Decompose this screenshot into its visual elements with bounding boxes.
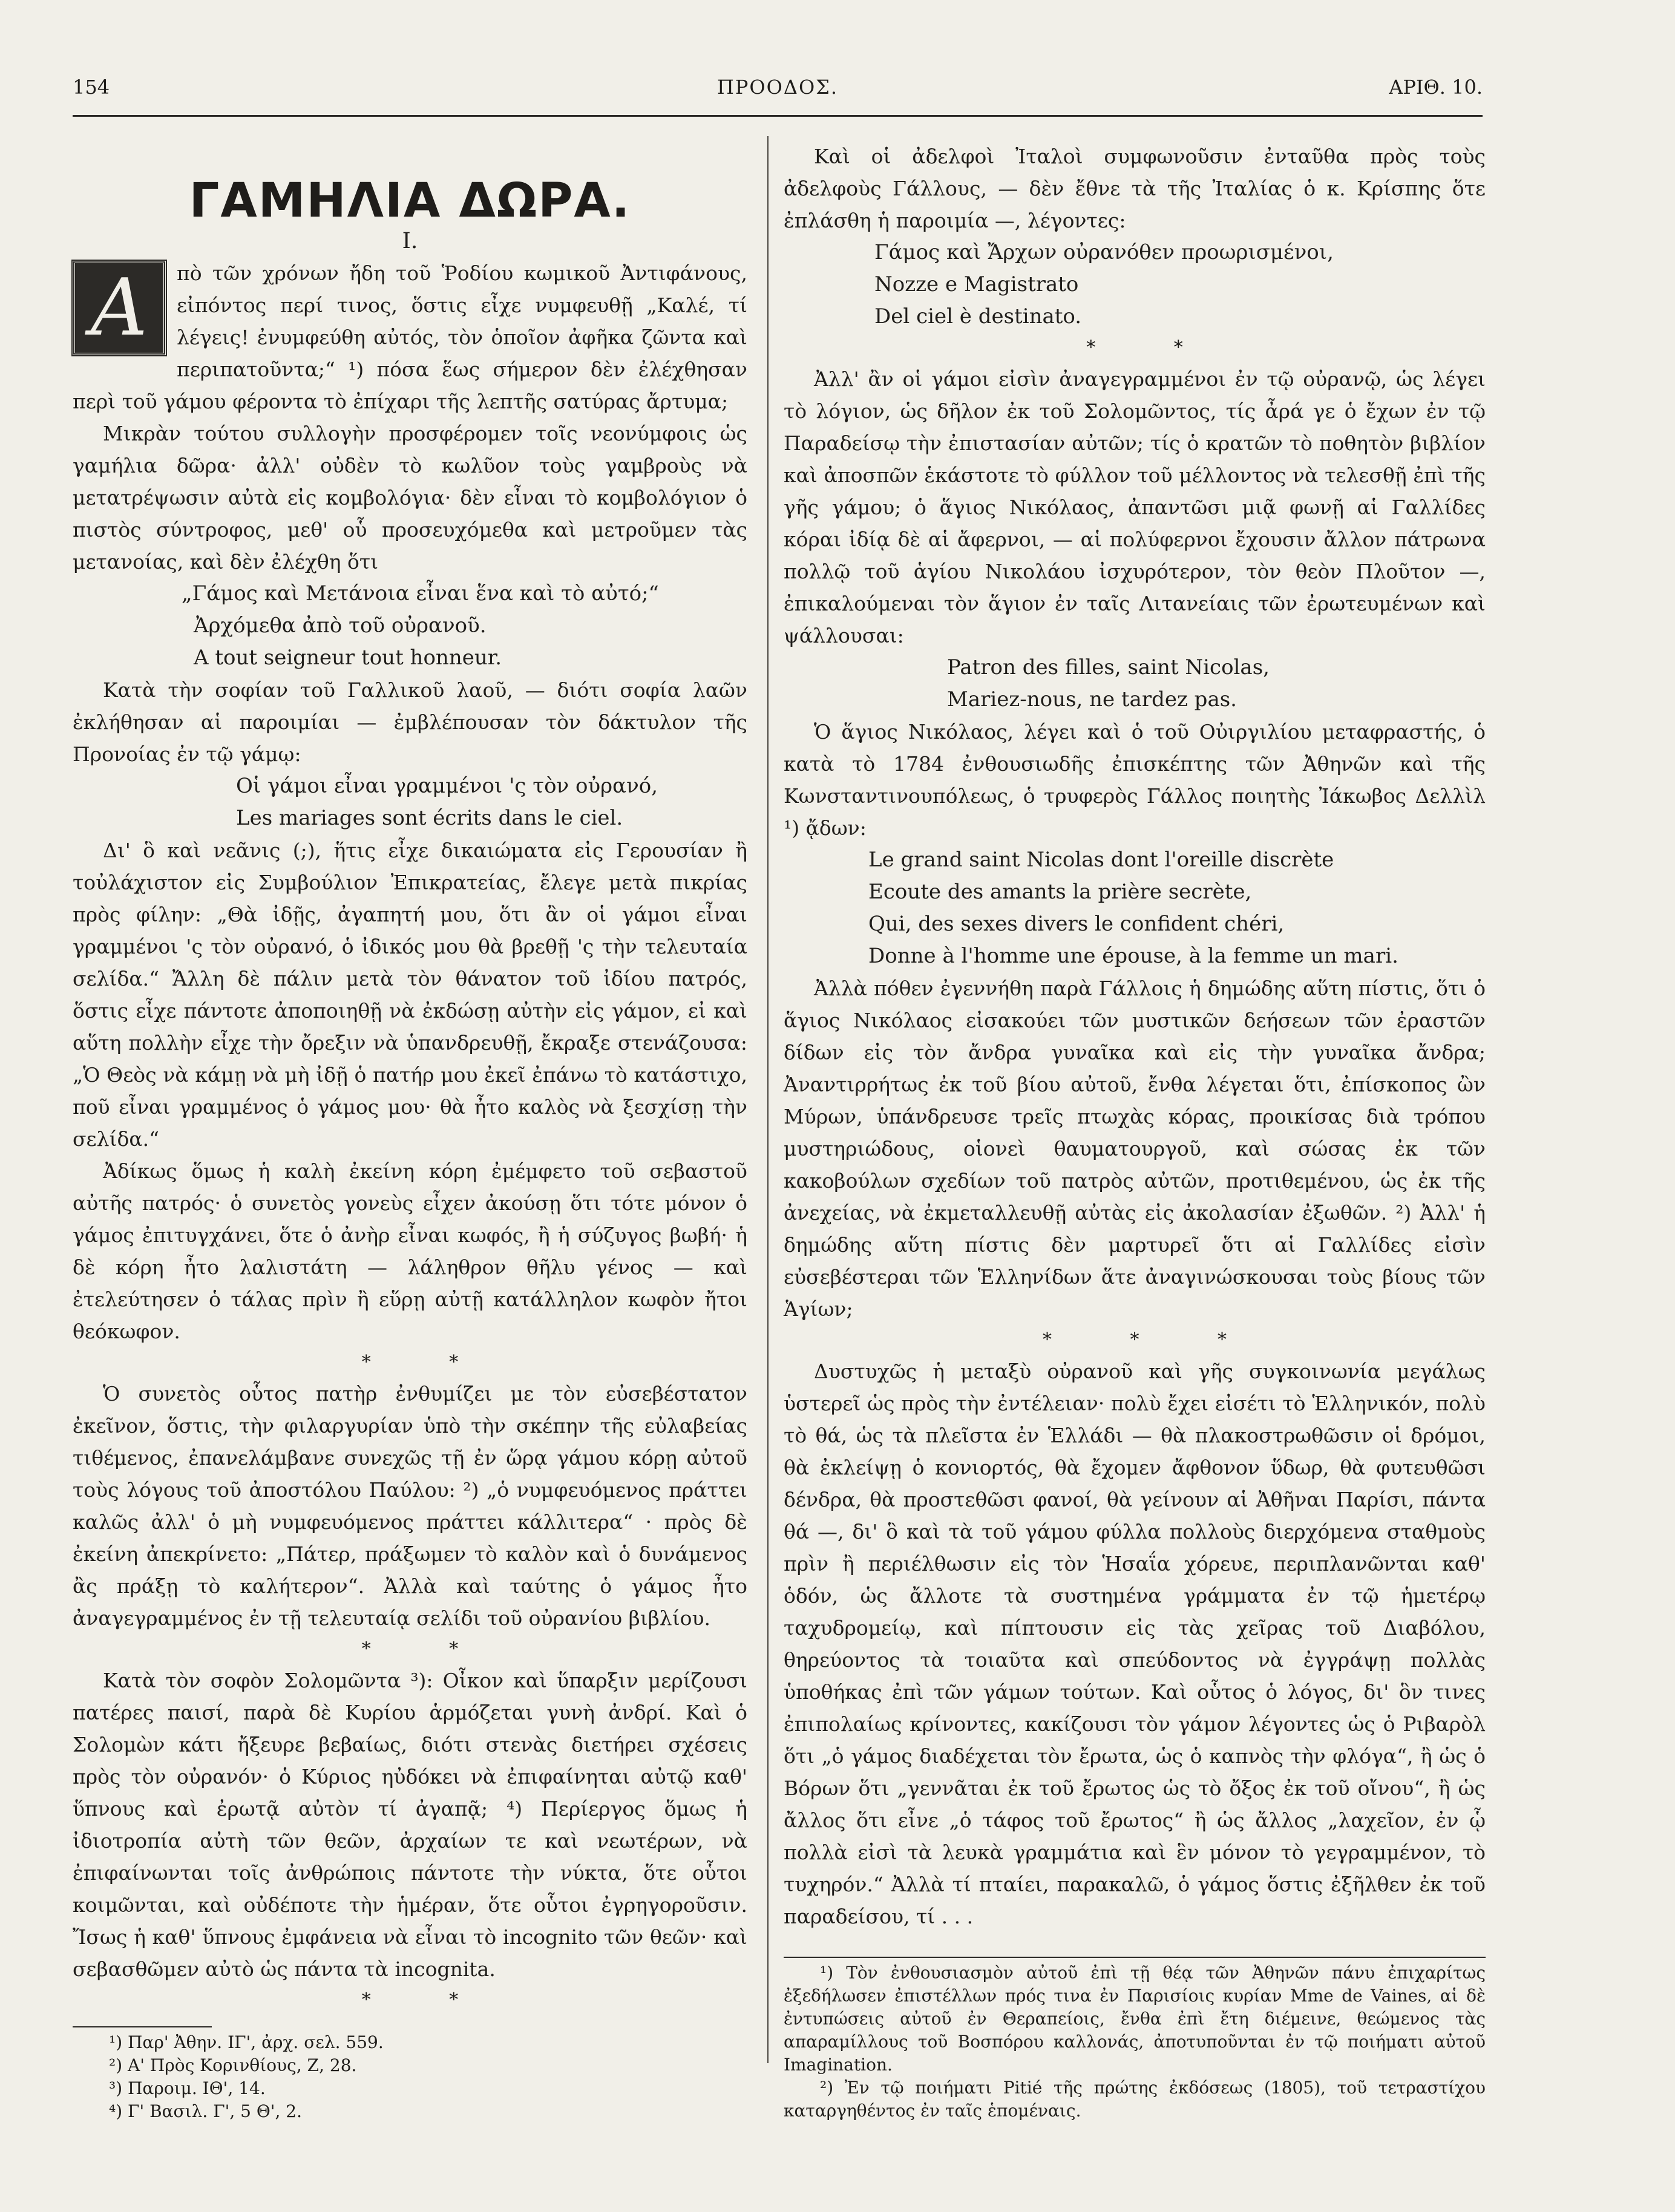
footnote: ⁴) Γ' Βασιλ. Γ', 5 Θ', 2. (109, 2101, 303, 2121)
paragraph: Κατὰ τὸν σοφὸν Σολομῶντα ³): Οἶκον καὶ ὕπαρξιν μερίζουσι πατέρες παισί, παρὰ δὲ Κυρίου ἁρμόζεται γυνὴ ἀνδρί. Καὶ ὁ Σολομὼν κάτι ἤξευρε βεβαίως, διότι στενὰς διετήρει σχέσεις πρὸς τὸν οὐρανόν· ὁ Κύριος ηὐδόκει νὰ ἐπιφαίνηται αὐτῷ καθ' ὕπνους καὶ ἐρωτᾷ αὐτὸν τί ἀγαπᾷ; ⁴) Περίεργος ὅμως ἡ ἰδιοτροπία αὐτὴ τῶν θεῶν, ἀρχαίων τε καὶ νεωτέρων, νὰ ἐπιφαίνωνται τοῖς ἀνθρώποις πάντοτε τὴν νύκτα, ὅτε οὗτοι κοιμῶνται, καὶ οὐδέποτε τὴν ἡμέραν, ὅτε οὗτοι ἐγρηγοροῦσιν. Ἴσως ἡ καθ' ὕπνους ἐμφάνεια νὰ εἶναι τὸ incognito τῶν θεῶν· καὶ σεβασθῶμεν αὐτὸ ὡς πάντα τὰ incognita. (73, 1669, 747, 1981)
left-column (73, 140, 747, 2123)
paragraph (73, 257, 747, 417)
article-title: ΓΑΜΗΛΙΑ ΔΩΡΑ. (189, 174, 631, 228)
verse-line: Le grand saint Nicolas dont l'oreille discrète (868, 848, 1334, 872)
verse-line: Οἱ γάμοι εἶναι γραμμένοι 'ς τὸν οὐρανό, (236, 774, 658, 798)
verse-line: Donne à l'homme une épouse, à la femme un mari. (868, 944, 1398, 968)
section-separator: * * (1086, 337, 1219, 358)
footnote-rule (784, 1957, 1486, 1958)
footnote: ¹) Τὸν ἐνθουσιασμὸν αὐτοῦ ἐπὶ τῇ θέᾳ τῶν Ἀθηνῶν πάνυ ἐπιχαρίτως ἐξεδήλωσεν ἐπιστέλλων πρός τινα ἐν Παρισίοις κυρίαν Mme de Vaines, αἱ δὲ ἐντυπώσεις αὐτοῦ ἐν Θεραπείοις, ἔνθα ἐπὶ ἔτη διέμεινε, θεώμενος τὰς απαραμίλλους τοῦ Βοσπόρου καλλονάς, ἀποτυποῦνται ἐν τῷ ποιήματι αὐτοῦ Imagination. (784, 1963, 1486, 2075)
verse-line: Ἀρχόμεθα ἀπὸ τοῦ οὐρανοῦ. (194, 614, 487, 638)
verse-line: Γάμος καὶ Ἄρχων οὐρανόθεν προωρισμένοι, (874, 240, 1334, 264)
paragraph: Κατὰ τὴν σοφίαν τοῦ Γαλλικοῦ λαοῦ, — διότι σοφία λαῶν ἐκλήθησαν αἱ παροιμίαι — ἐμβλέπουσαν τὸν δάκτυλον τῆς Προνοίας ἐν τῷ γάμῳ: (73, 678, 747, 766)
footnote: ²) Α' Πρὸς Κορινθίους, Ζ, 28. (109, 2055, 357, 2075)
verse-line: Les mariages sont écrits dans le ciel. (236, 806, 623, 830)
page-number: 154 (73, 76, 110, 99)
paragraph: Μικρὰν τούτου συλλογὴν προσφέρομεν τοῖς νεονύμφοις ὡς γαμήλια δῶρα· ἀλλ' οὐδὲν τὸ κωλῦον τοὺς γαμβροὺς νὰ μετατρέψωσιν αὐτὰ εἰς κομβολόγια· δὲν εἶναι τὸ κομβολόγιον ὁ πιστὸς σύντροφος, μεθ' οὗ προσευχόμεθα καὶ μετροῦμεν τὰς μετανοίας, καὶ δὲν ἐλέχθη ὅτι (73, 422, 747, 574)
paragraph: Ἀλλ' ἂν οἱ γάμοι εἰσὶν ἀναγεγραμμένοι ἐν τῷ οὐρανῷ, ὡς λέγει τὸ λόγιον, ὡς δῆλον ἐκ τοῦ Σολομῶντος, τίς ἆρά γε ὁ ἔχων ἐν τῷ Παραδείσῳ τὴν ἐπιστασίαν αὐτῶν; τίς ὁ κρατῶν τὸ ποθητὸν βιβλίον καὶ ἀποσπῶν ἑκάστοτε τὸ φύλλον τοῦ μέλλοντος νὰ τελεσθῇ ἐπὶ τῆς γῆς γάμου; ὁ ἅγιος Νικόλαος, ἀπαντῶσι μιᾷ φωνῇ αἱ Γαλλίδες κόραι ἰδίᾳ δὲ αἱ ἄφερνοι, — αἱ πολύφερνοι ἔχουσιν ἄλλον πάτρωνα πολλῷ τοῦ ἁγίου Νικολάου ἰσχυρότερον, τὸν θεὸν Πλοῦτον —, ἐπικαλούμεναι τὸν ἅγιον ἐν ταῖς Λιτανείαις τῶν ἐρωτευμένων καὶ ψάλλουσαι: (784, 367, 1486, 647)
verse-line: Mariez-nous, ne tardez pas. (947, 687, 1237, 712)
verse-line: A tout seigneur tout honneur. (194, 646, 502, 670)
paragraph: Δι' ὃ καὶ νεᾶνις (;), ἥτις εἶχε δικαιώματα εἰς Γερουσίαν ἢ τοὐλάχιστον εἰς Συμβούλιον Ἐπικρατείας, ἔλεγε μετὰ πικρίας πρὸς φίλην: „Θὰ ἰδῇς, ἀγαπητή μου, ὅτι ἂν οἱ γάμοι εἶναι γραμμένοι 'ς τὸν οὐρανό, ὁ ἰδικός μου θὰ βρεθῇ 'ς τὴν τελευταία σελίδα.“ Ἄλλη δὲ πάλιν μετὰ τὸν θάνατον τοῦ ἰδίου πατρός, ὅστις εἶχε πάντοτε ἀποποιηθῇ νὰ ἐκδώσῃ αὐτὴν εἰς γάμον, εἰ καὶ αὕτη πολλὴν εἶχε τὴν ὄρεξιν νὰ ὑπανδρευθῇ, ἔκραξε στενάζουσα: „Ὁ Θεὸς νὰ κάμῃ νὰ μὴ ἰδῇ ὁ πατήρ μου ἐκεῖ ἐπάνω τὸ κατάστιχο, ποῦ εἶναι γραμμένος ὁ γάμος μου· θὰ ἦτο καλὸς νὰ ξεσχίσῃ τὴν σελίδα.“ (73, 839, 747, 1151)
verse-line: „Γάμος καὶ Μετάνοια εἶναι ἕνα καὶ τὸ αὐτό;“ (182, 581, 659, 606)
paragraph: Ἀδίκως ὅμως ἡ καλὴ ἐκείνη κόρη ἐμέμφετο τοῦ σεβαστοῦ αὐτῆς πατρός· ὁ συνετὸς γονεὺς εἶχεν ἀκούσῃ ὅτι τότε μόνον ὁ γάμος ἐπιτυγχάνει, ὅτε ὁ ἀνὴρ εἶναι κωφός, ἢ ἡ σύζυγος βωβή· ἡ δὲ κόρη ἦτο λαλιστάτη — λάληθρον θῆλυ γένος — καὶ ἐτελεύτησεν ὁ τάλας πρὶν ἢ εὕρῃ αὐτῇ κατάλληλον κωφὸν ἤτοι θεόκωφον. (73, 1159, 747, 1343)
footnote: ³) Παροιμ. ΙΘ', 14. (109, 2078, 266, 2098)
footnote: ²) Ἐν τῷ ποιήματι Pitié τῆς πρώτης ἐκδόσεως (1805), τοῦ τετραστίχου καταργηθέντος ἐν ταῖς ἑπομέναις. (784, 2078, 1486, 2121)
section-separator: * * (361, 1638, 495, 1660)
footnote-rule (73, 2026, 212, 2027)
paragraph-text: πὸ τῶν χρόνων ἤδη τοῦ Ῥοδίου κωμικοῦ Ἀντιφάνους, εἰπόντος περί τινος, ὅστις εἶχε νυμφευθῇ „Καλέ, τί λέγεις! ἐνυμφεύθη αὐτός, τὸν ὁποῖον ἀφῆκα ζῶντα καὶ περιπατοῦντα;“ ¹) πόσα ἕως σήμερον δὲν ἐλέχθησαν περὶ τοῦ γάμου φέροντα τὸ ἐπίχαρι τῆς λεπτῆς σατύρας ἄρτυμα; (73, 261, 747, 413)
journal-title: ΠΡΟΟΔΟΣ. (716, 76, 839, 99)
paragraph: Ἀλλὰ πόθεν ἐγεννήθη παρὰ Γάλλοις ἡ δημώδης αὕτη πίστις, ὅτι ὁ ἅγιος Νικόλαος εἰσακούει τῶν μυστικῶν δεήσεων τῶν ἐραστῶν δίδων εἰς τὸν ἄνδρα γυναῖκα καὶ εἰς τὴν γυναῖκα ἄνδρα; Ἀναντιρρήτως ἐκ τοῦ βίου αὐτοῦ, ἔνθα λέγεται ὅτι, ἐπίσκοπος ὢν Μύρων, ὑπάνδρευσε τρεῖς πτωχὰς κόρας, προικίσας διὰ τρόπου μυστηριώδους, οἱονεὶ θαυματουργοῦ, καὶ σώσας ἐκ τῶν κακοβούλων σχεδίων τοῦ πατρὸς αὐτῶν, προτιθεμένου, ὡς ἐκ τῆς ἀνεχείας, νὰ ἐκμεταλλευθῇ αὐτὰς εἰς ἀκολασίαν ἐξωθῶν. ²) Ἀλλ' ἡ δημώδης αὕτη πίστις δὲν μαρτυρεῖ ὅτι αἱ Γαλλίδες εἰσὶν εὐσεβέστεραι τῶν Ἑλληνίδων ἅτε ἀναγινώσκουσαι τοὺς βίους τῶν Ἁγίων; (784, 977, 1486, 1321)
verse-line: Del ciel è destinato. (874, 304, 1082, 329)
verse-line: Patron des filles, saint Nicolas, (947, 655, 1270, 679)
right-column (784, 140, 1486, 2122)
ornamental-initial: A (73, 261, 166, 355)
page-header (73, 76, 1483, 106)
section-separator: * * (361, 1352, 495, 1373)
section-number: I. (402, 229, 418, 254)
verse-line: Nozze e Magistrato (874, 272, 1079, 296)
column-divider (767, 136, 769, 2063)
header-rule (73, 115, 1483, 117)
paragraph: Ὁ ἅγιος Νικόλαος, λέγει καὶ ὁ τοῦ Οὐιργιλίου μεταφραστής, ὁ κατὰ τὸ 1784 ἐνθουσιωδῆς ἐπισκέπτης τῶν Ἀθηνῶν καὶ τῆς Κωνσταντινουπόλεως, ὁ τρυφερὸς Γάλλος ποιητὴς Ἰάκωβος Δελλὶλ ¹) ᾄδων: (784, 720, 1486, 840)
issue-number: ΑΡΙΘ. 10. (1389, 76, 1483, 99)
footnote: ¹) Παρ' Ἀθην. ΙΓ', ἀρχ. σελ. 559. (109, 2032, 384, 2052)
section-separator: * * (361, 1989, 495, 2011)
paragraph: Δυστυχῶς ἡ μεταξὺ οὐρανοῦ καὶ γῆς συγκοινωνία μεγάλως ὑστερεῖ ὡς πρὸς τὴν ἐντέλειαν· πολὺ ἔχει εἰσέτι τὸ Ἑλληνικόν, πολὺ τὸ θά, ὡς τὰ πλεῖστα ἐν Ἑλλάδι — θὰ πλακοστρωθῶσιν οἱ δρόμοι, θὰ ἐκλείψῃ ὁ κονιορτός, θὰ ἔχομεν ἄφθονον ὕδωρ, θὰ φυτευθῶσι δένδρα, θὰ προστεθῶσι φανοί, θὰ γείνουν αἱ Ἀθῆναι Παρίσι, πάντα θά —, δι' ὃ καὶ τὰ τοῦ γάμου φύλλα πολλοὺς διερχόμενα σταθμοὺς πρὶν ἢ περιέλθωσιν εἰς τὸν Ἡσαΐα χόρευε, περιπλανῶνται καθ' ὁδόν, ὡς ἄλλοτε τὰ συστημένα γράμματα ἐν τῷ ἡμετέρῳ ταχυδρομείῳ, καὶ πίπτουσιν εἰς τὰς χεῖρας τοῦ Διαβόλου, θηρεύοντος τὰ τοιαῦτα καὶ σπεύδοντος νὰ ἐγγράψῃ πολλὰς ὑποθήκας ἐπὶ τῶν γάμων τούτων. Καὶ οὗτος ὁ λόγος, δι' ὃν τινες ἐπιπολαίως κρίνοντες, κακίζουσι τὸν γάμον λέγοντες ὡς ὁ Ριβαρὸλ ὅτι „ὁ γάμος διαδέχεται τὸν ἔρωτα, ὡς ὁ καπνὸς τὴν φλόγα“, ἢ ὡς ὁ Βόρων ὅτι „γεννᾶται ἐκ τοῦ ἔρωτος ὡς τὸ ὄξος ἐκ τοῦ οἴνου“, ἢ ὡς ἄλλος ὅτι εἶνε „ὁ τάφος τοῦ ἔρωτος“ ἢ ὡς ἄλλος „λαχεῖον, ἐν ᾧ πολλὰ εἰσὶ τὰ λευκὰ γραμμάτια καὶ ἓν μόνον τὸ γεγραμμένον, τὸ τυχηρόν.“ Ἀλλὰ τί πταίει, παρακαλῶ, ὁ γάμος ὅστις ἐξῆλθεν ἐκ τοῦ παραδείσου, τί . . . (784, 1360, 1486, 1928)
paragraph: Ὁ συνετὸς οὗτος πατὴρ ἐνθυμίζει με τὸν εὐσεβέστατον ἐκεῖνον, ὅστις, τὴν φιλαργυρίαν ὑπὸ τὴν σκέπην τῆς εὐλαβείας τιθέμενος, ἐπανελάμβανε συνεχῶς τῇ ἐν ὥρᾳ γάμου κόρῃ αὐτοῦ τοὺς λόγους τοῦ ἀποστόλου Παύλου: ²) „ὁ νυμφευόμενος πράττει καλῶς ἀλλ' ὁ μὴ νυμφευόμενος πράττει κάλλιτερα“ · πρὸς δὲ ἐκείνη ἀπεκρίνετο: „Πάτερ, πράξωμεν τὸ καλὸν καὶ ὁ δυνάμενος ἂς πράξῃ τὸ καλήτερον“. Ἀλλὰ καὶ ταύτης ὁ γάμος ἦτο ἀναγεγραμμένος ἐν τῇ τελευταίᾳ σελίδι τοῦ οὐρανίου βιβλίου. (73, 1382, 747, 1630)
verse-line: Qui, des sexes divers le confident chéri, (868, 912, 1285, 936)
section-separator: * * * (1042, 1329, 1264, 1350)
verse-line: Ecoute des amants la prière secrète, (868, 880, 1252, 904)
paragraph: Καὶ οἱ ἀδελφοὶ Ἰταλοὶ συμφωνοῦσιν ἐνταῦθα πρὸς τοὺς ἀδελφοὺς Γάλλους, — δὲν ἔθνε τὰ τῆς Ἰταλίας ὁ κ. Κρίσπης ὅτε ἐπλάσθη ἡ παροιμία —, λέγοντες: (784, 145, 1486, 232)
